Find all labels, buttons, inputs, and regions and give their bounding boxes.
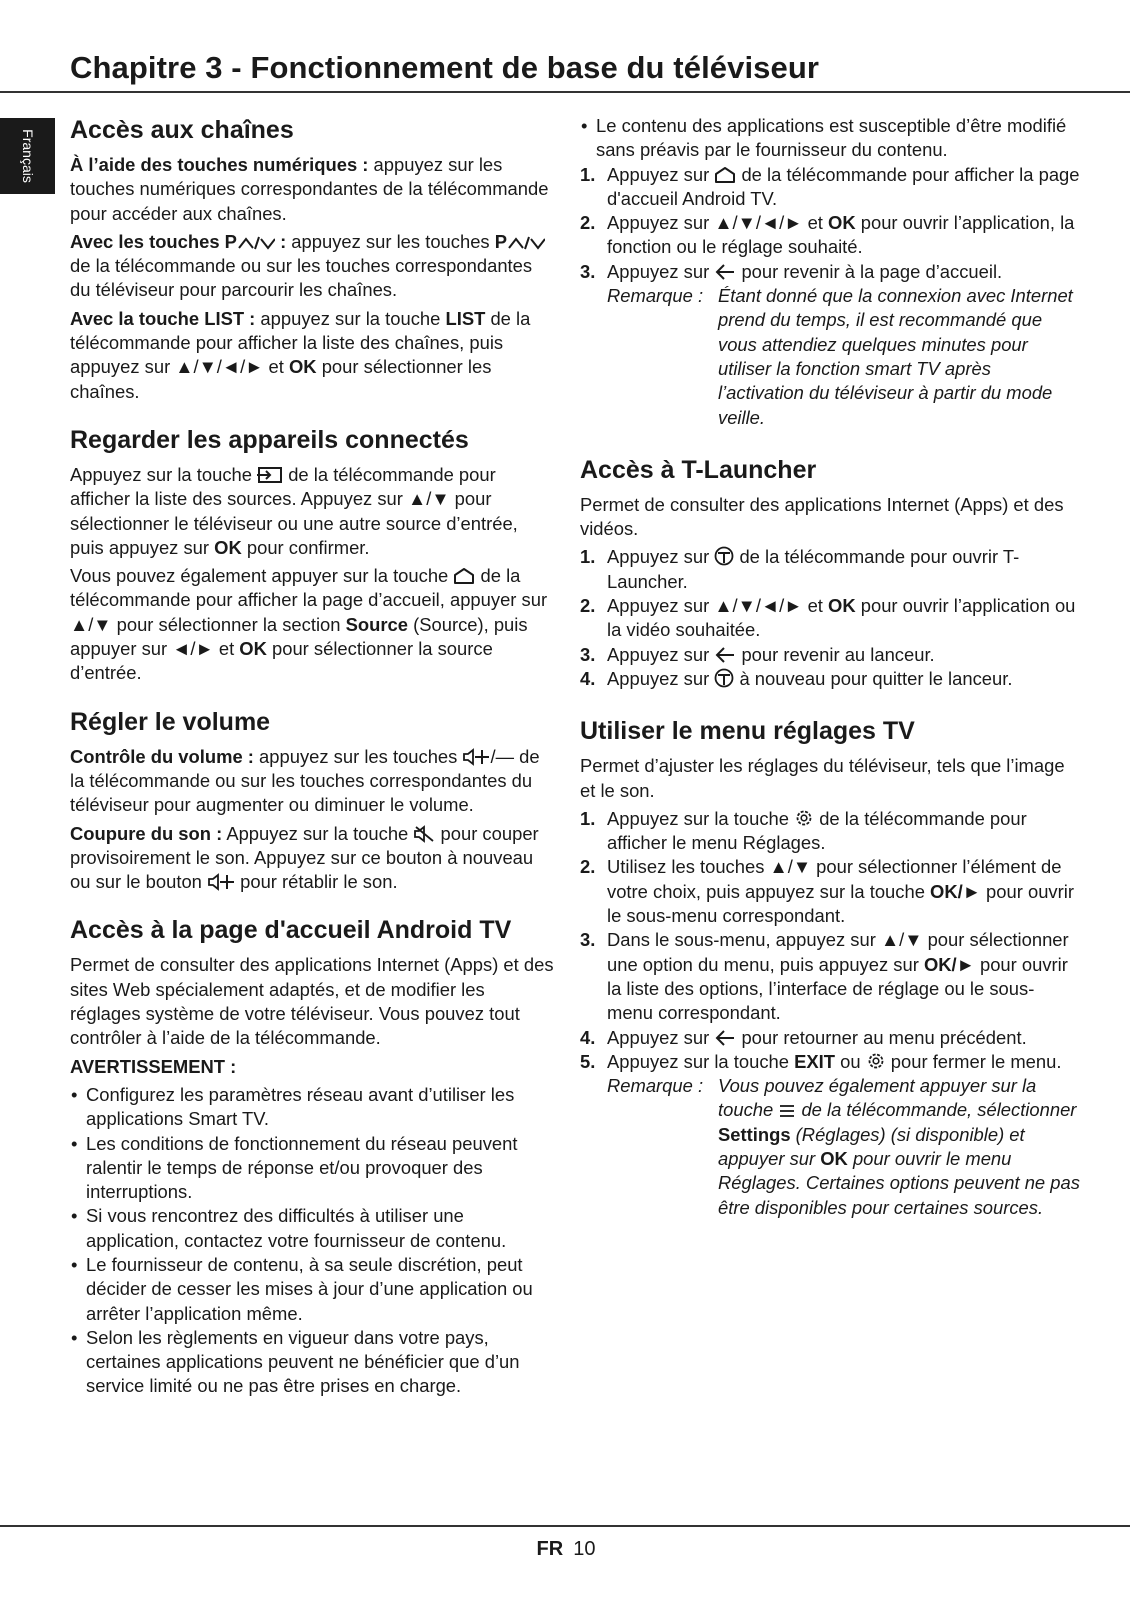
volume-icon bbox=[462, 748, 490, 766]
t-launcher-icon bbox=[714, 668, 734, 688]
paragraph: Permet de consulter des applications Internet (Apps) et des vidéos. bbox=[580, 493, 1064, 540]
right-column bbox=[580, 114, 1080, 1240]
footer-language: FR bbox=[536, 1538, 564, 1560]
paragraph: À l’aide des touches numériques : appuyez sur les touches numériques correspondantes de la télécommande pour accéder aux chaînes. bbox=[70, 154, 549, 224]
paragraph: Contrôle du volume : appuyez sur les touches /— de la télécommande ou sur les touches correspondantes du téléviseur pour augmenter ou diminuer le volume. bbox=[70, 745, 540, 816]
step-item: 5. Appuyez sur la touche EXIT ou pour fermer le menu. bbox=[580, 1050, 1062, 1072]
page-number: 10 bbox=[573, 1538, 596, 1560]
remark-note: Remarque : Vous pouvez également appuyer sur la touche de la télécommande, sélectionner Settings (Réglages) (si disponible) et appuyer sur OK pour ouvrir le menu Réglages. Certaines options peuvent ne pas être disponibles pour certaines sources. bbox=[607, 1075, 1080, 1218]
step-item: 4. Appuyez sur pour retourner au menu précédent. bbox=[580, 1026, 1027, 1048]
list-item: • Selon les règlements en vigueur dans votre pays, certaines applications peuvent ne bénéficier que d’un service limité ou ne pas être prises en charge. bbox=[70, 1326, 556, 1399]
home-icon bbox=[714, 166, 736, 184]
chapter-title: Chapitre 3 - Fonctionnement de base du téléviseur bbox=[70, 50, 820, 85]
steps-list bbox=[580, 163, 1080, 284]
step-item: 1. Appuyez sur la touche de la télécommande pour afficher le menu Réglages. bbox=[580, 807, 1027, 854]
volume-icon bbox=[207, 873, 235, 891]
back-arrow-icon bbox=[714, 263, 736, 281]
list-item: • Si vous rencontrez des difficultés à utiliser une application, contactez votre fournisseur de contenu. bbox=[70, 1204, 556, 1253]
section-title: Accès à T-Launcher bbox=[580, 455, 817, 484]
list-item: • Le fournisseur de contenu, à sa seule discrétion, peut décider de cesser les mises à jour d’une application ou arrêter l’application même. bbox=[70, 1253, 556, 1326]
section-title: Accès aux chaînes bbox=[70, 116, 294, 144]
header-rule bbox=[0, 91, 1130, 93]
list-item: • Configurez les paramètres réseau avant d’utiliser les applications Smart TV. bbox=[70, 1083, 556, 1132]
left-column bbox=[70, 114, 556, 1419]
section-tlauncher bbox=[580, 454, 1080, 691]
warning-heading: AVERTISSEMENT : bbox=[70, 1055, 237, 1077]
step-item: 2. Utilisez les touches ▲/▼ pour sélectionner l’élément de votre choix, puis appuyez sur la touche OK/► pour ouvrir le sous-menu correspondant. bbox=[580, 856, 1074, 927]
input-source-icon bbox=[257, 466, 283, 484]
section-chaines bbox=[70, 114, 556, 404]
section-title: Accès à la page d'accueil Android TV bbox=[70, 916, 512, 945]
steps-list bbox=[580, 545, 1080, 691]
warning-list bbox=[580, 114, 1080, 163]
gear-icon bbox=[794, 808, 814, 828]
paragraph: Appuyez sur la touche de la télécommande pour afficher la liste des sources. Appuyez sur ▲/▼ pour sélectionner le téléviseur ou une autre source d’entrée, puis appuyez sur OK pour confirmer. bbox=[70, 463, 518, 558]
steps-list bbox=[580, 807, 1080, 1074]
paragraph: Avec la touche LIST : appuyez sur la touche LIST de la télécommande pour afficher la liste des chaînes, puis appuyez sur ▲/▼/◄/► et OK pour sélectionner les chaînes. bbox=[70, 307, 531, 402]
channel-up-down-icon bbox=[507, 235, 545, 251]
page-footer bbox=[0, 1538, 1132, 1561]
section-reglages bbox=[580, 715, 1080, 1220]
section-title: Régler le volume bbox=[70, 707, 271, 736]
remark-note: Remarque : Étant donné que la connexion avec Internet prend du temps, il est recommandé que vous attendiez quelques minutes pour utiliser la fonction smart TV après l’activation du téléviseur à partir du mode veille. bbox=[607, 285, 1073, 428]
step-item: 4. Appuyez sur à nouveau pour quitter le lanceur. bbox=[580, 667, 1013, 689]
paragraph: Permet d’ajuster les réglages du téléviseur, tels que l’image et le son. bbox=[580, 755, 1065, 801]
section-android-continued bbox=[580, 114, 1080, 430]
gear-icon bbox=[866, 1051, 886, 1071]
step-item: 2. Appuyez sur ▲/▼/◄/► et OK pour ouvrir l’application ou la vidéo souhaitée. bbox=[580, 595, 1076, 641]
back-arrow-icon bbox=[714, 646, 736, 664]
section-appareils bbox=[70, 424, 556, 686]
channel-up-down-icon bbox=[237, 235, 275, 251]
step-item: 2. Appuyez sur ▲/▼/◄/► et OK pour ouvrir l’application, la fonction ou le réglage souhaité. bbox=[580, 212, 1075, 258]
section-title: Utiliser le menu réglages TV bbox=[580, 717, 915, 746]
home-icon bbox=[453, 567, 475, 585]
paragraph: Permet de consulter des applications Internet (Apps) et des sites Web spécialement adaptés, et de modifier les réglages système de votre téléviseur. Vous pouvez tout contrôler à l’aide de la télécommande. bbox=[70, 954, 554, 1049]
step-item: 3. Dans le sous-menu, appuyez sur ▲/▼ pour sélectionner une option du menu, puis appuyez sur OK/► pour ouvrir la liste des options, l’interface de réglage ou le sous-menu correspondant. bbox=[580, 929, 1069, 1024]
t-launcher-icon bbox=[714, 546, 734, 566]
warning-list bbox=[70, 1083, 556, 1399]
section-title: Regarder les appareils connectés bbox=[70, 425, 469, 454]
list-item: • Les conditions de fonctionnement du réseau peuvent ralentir le temps de réponse et/ou provoquer des interruptions. bbox=[70, 1132, 556, 1205]
language-tab bbox=[0, 118, 55, 194]
paragraph: Avec les touches P : appuyez sur les touches P de la télécommande ou sur les touches correspondantes du téléviseur pour parcourir les chaînes. bbox=[70, 230, 556, 303]
step-item: 3. Appuyez sur pour revenir au lanceur. bbox=[580, 643, 935, 665]
step-item: 3. Appuyez sur pour revenir à la page d’accueil. bbox=[580, 260, 1003, 282]
paragraph: Coupure du son : Appuyez sur la touche pour couper provisoirement le son. Appuyez sur ce bouton à nouveau ou sur le bouton pour rétablir le son. bbox=[70, 822, 539, 893]
list-item: • Le contenu des applications est susceptible d’être modifié sans préavis par le fournisseur du contenu. bbox=[580, 114, 1080, 163]
section-volume bbox=[70, 706, 556, 895]
section-android bbox=[70, 914, 556, 1398]
step-item: 1. Appuyez sur de la télécommande pour afficher la page d'accueil Android TV. bbox=[580, 163, 1080, 209]
mute-icon bbox=[413, 825, 435, 843]
menu-lines-icon bbox=[778, 1103, 796, 1119]
back-arrow-icon bbox=[714, 1029, 736, 1047]
language-tab-label: Français bbox=[19, 129, 36, 183]
step-item: 1. Appuyez sur de la télécommande pour ouvrir T-Launcher. bbox=[580, 546, 1020, 592]
footer-rule bbox=[0, 1525, 1130, 1527]
paragraph: Vous pouvez également appuyer sur la touche de la télécommande pour afficher la page d’accueil, appuyer sur ▲/▼ pour sélectionner la section Source (Source), puis appuyer sur ◄/► et OK pour sélectionner la source d’entrée. bbox=[70, 565, 548, 684]
